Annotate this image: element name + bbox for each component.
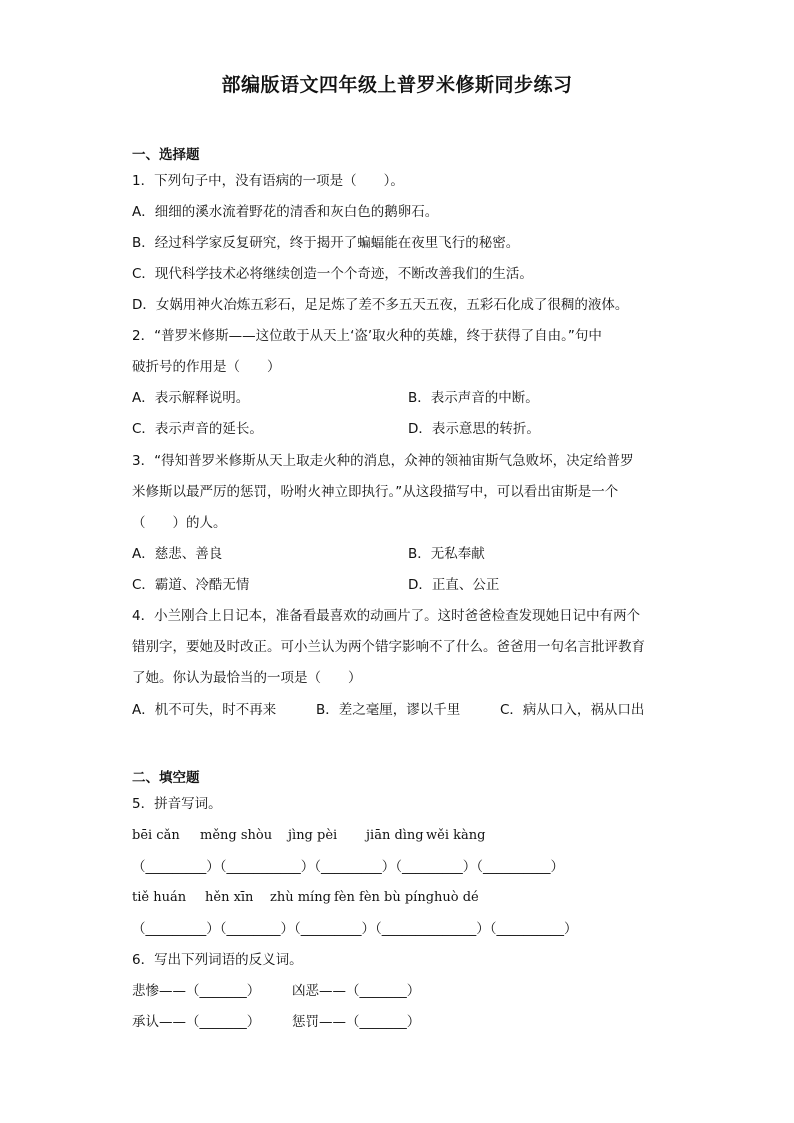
section-heading-choice: 一、选择题 bbox=[132, 147, 200, 163]
q5-answer-blanks-row2[interactable]: （_________）（________）（_________）（______________）（__________） bbox=[132, 921, 578, 937]
pinyin-item: jiān dìng bbox=[366, 828, 424, 843]
pinyin-item: wěi kàng bbox=[426, 828, 486, 843]
q1-option-c: C．现代科学技术必将继续创造一个个奇迹，不断改善我们的生活。 bbox=[132, 266, 533, 282]
q3-option-b: B．无私奉献 bbox=[408, 546, 485, 562]
q3-stem-line3: （ ）的人。 bbox=[132, 515, 227, 531]
pinyin-item: hěn xīn bbox=[205, 890, 254, 905]
q3-option-c: C．霸道、冷酷无情 bbox=[132, 577, 250, 593]
pinyin-item: huò dé bbox=[434, 890, 479, 905]
pinyin-item: fèn fèn bù píng bbox=[334, 890, 435, 905]
q6-stem: 6．写出下列词语的反义词。 bbox=[132, 952, 303, 968]
q5-stem: 5．拼音写词。 bbox=[132, 796, 222, 812]
q1-option-d: D．女娲用神火冶炼五彩石，足足炼了差不多五天五夜，五彩石化成了很稠的液体。 bbox=[132, 297, 629, 313]
pinyin-item: zhù míng bbox=[270, 890, 331, 905]
q6-antonym-item[interactable]: 悲惨——（_______） bbox=[132, 983, 261, 999]
q3-stem-line2: 米修斯以最严厉的惩罚，吩咐火神立即执行。”从这段描写中，可以看出宙斯是一个 bbox=[132, 484, 619, 500]
pinyin-item: bēi cǎn bbox=[132, 828, 180, 843]
q3-option-a: A．慈悲、善良 bbox=[132, 546, 223, 562]
q2-option-b: B．表示声音的中断。 bbox=[408, 390, 539, 406]
q6-antonym-item[interactable]: 承认——（_______） bbox=[132, 1014, 261, 1030]
q3-stem-line1: 3．“得知普罗米修斯从天上取走火种的消息，众神的领袖宙斯气急败坏，决定给普罗 bbox=[132, 453, 634, 469]
q4-option-a: A．机不可失，时不再来 bbox=[132, 702, 277, 718]
q6-antonym-item[interactable]: 凶恶——（_______） bbox=[292, 983, 421, 999]
q2-option-c: C．表示声音的延长。 bbox=[132, 421, 263, 437]
pinyin-item: tiě huán bbox=[132, 890, 187, 905]
q3-option-d: D．正直、公正 bbox=[408, 577, 500, 593]
q4-stem-line3: 了她。你认为最恰当的一项是（ ） bbox=[132, 670, 362, 686]
q1-option-a: A．细细的溪水流着野花的清香和灰白色的鹅卵石。 bbox=[132, 204, 439, 220]
q5-answer-blanks-row1[interactable]: （_________）（___________）（_________）（_________）（__________） bbox=[132, 859, 564, 875]
q4-stem-line2: 错别字，要她及时改正。可小兰认为两个错字影响不了什么。爸爸用一句名言批评教育 bbox=[132, 639, 645, 655]
q1-stem: 1．下列句子中，没有语病的一项是（ ）。 bbox=[132, 173, 404, 189]
q2-stem-line1: 2．“普罗米修斯——这位敢于从天上‘盗’取火种的英雄，终于获得了自由。”句中 bbox=[132, 328, 602, 344]
q2-option-d: D．表示意思的转折。 bbox=[408, 421, 540, 437]
q2-option-a: A．表示解释说明。 bbox=[132, 390, 250, 406]
section-heading-fill: 二、填空题 bbox=[132, 770, 200, 786]
q4-stem-line1: 4．小兰刚合上日记本，准备看最喜欢的动画片了。这时爸爸检查发现她日记中有两个 bbox=[132, 608, 641, 624]
q1-option-b: B．经过科学家反复研究，终于揭开了蝙蝠能在夜里飞行的秘密。 bbox=[132, 235, 520, 251]
q4-option-c: C．病从口入，祸从口出 bbox=[500, 702, 645, 718]
q2-stem-line2: 破折号的作用是（ ） bbox=[132, 359, 281, 375]
q6-antonym-item[interactable]: 惩罚——（_______） bbox=[292, 1014, 421, 1030]
page-title: 部编版语文四年级上普罗米修斯同步练习 bbox=[221, 74, 573, 96]
q4-option-b: B．差之毫厘，谬以千里 bbox=[316, 702, 461, 718]
pinyin-item: měng shòu bbox=[200, 828, 273, 843]
pinyin-item: jìng pèi bbox=[288, 828, 338, 843]
